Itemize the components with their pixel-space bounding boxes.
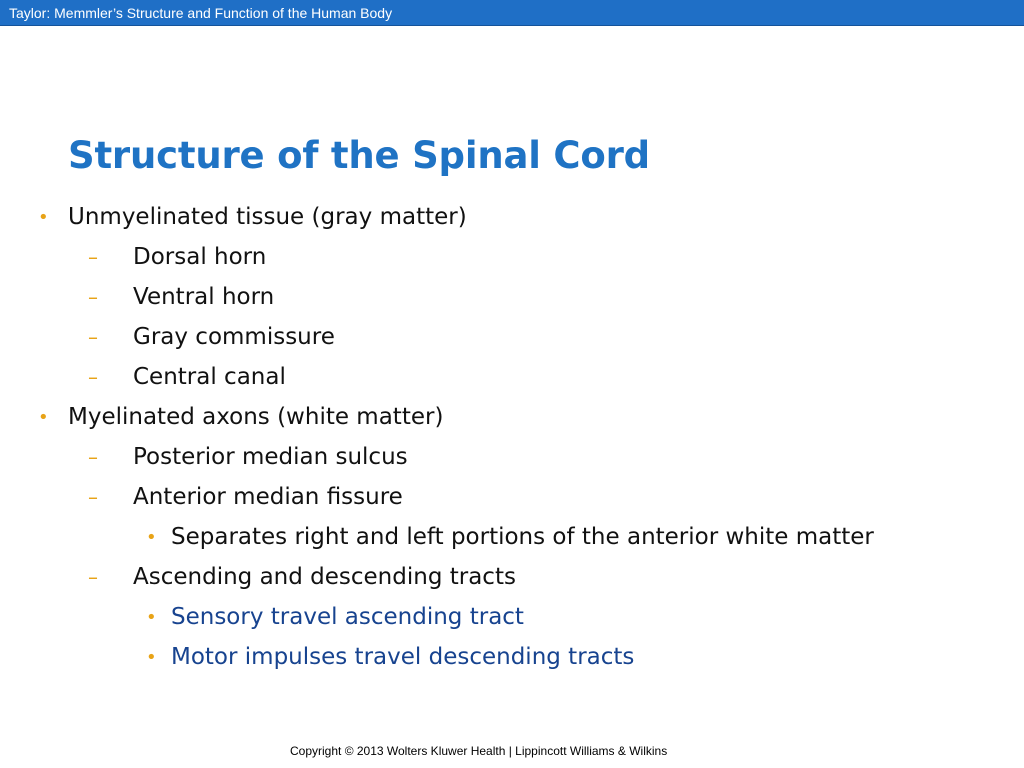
bullet-item-posterior-median-sulcus: Posterior median sulcus (133, 444, 408, 470)
bullet-item-myelinated-axons: Myelinated axons (white matter) (68, 404, 444, 430)
bullet-marker: • (146, 527, 157, 548)
bullet-marker: • (146, 607, 157, 628)
copyright-footer: Copyright © 2013 Wolters Kluwer Health | Lippincott Williams & Wilkins (290, 744, 668, 758)
bullet-item-unmyelinated-tissue: Unmyelinated tissue (gray matter) (68, 204, 467, 230)
book-title: Taylor: Memmler’s Structure and Function of the Human Body (9, 5, 393, 21)
dash-marker: – (88, 285, 98, 309)
bullet-item-anterior-median-fissure: Anterior median fissure (133, 484, 403, 510)
bullet-item-central-canal: Central canal (133, 364, 286, 390)
bullet-item-ventral-horn: Ventral horn (133, 284, 275, 310)
bullet-item-gray-commissure: Gray commissure (133, 324, 335, 350)
bullet-item-dorsal-horn: Dorsal horn (133, 244, 267, 270)
dash-marker: – (88, 565, 98, 589)
bullet-marker: • (38, 207, 49, 228)
dash-marker: – (88, 485, 98, 509)
dash-marker: – (88, 445, 98, 469)
dash-marker: – (88, 365, 98, 389)
bullet-marker: • (146, 647, 157, 668)
bullet-item-ascending-descending-tracts: Ascending and descending tracts (133, 564, 516, 590)
bullet-item-sensory-travel: Sensory travel ascending tract (171, 604, 524, 630)
dash-marker: – (88, 325, 98, 349)
bullet-item-separates-portions: Separates right and left portions of the anterior white matter (171, 524, 874, 550)
bullet-item-motor-impulses: Motor impulses travel descending tracts (171, 644, 635, 670)
dash-marker: – (88, 245, 98, 269)
bullet-marker: • (38, 407, 49, 428)
slide-title: Structure of the Spinal Cord (68, 134, 650, 177)
